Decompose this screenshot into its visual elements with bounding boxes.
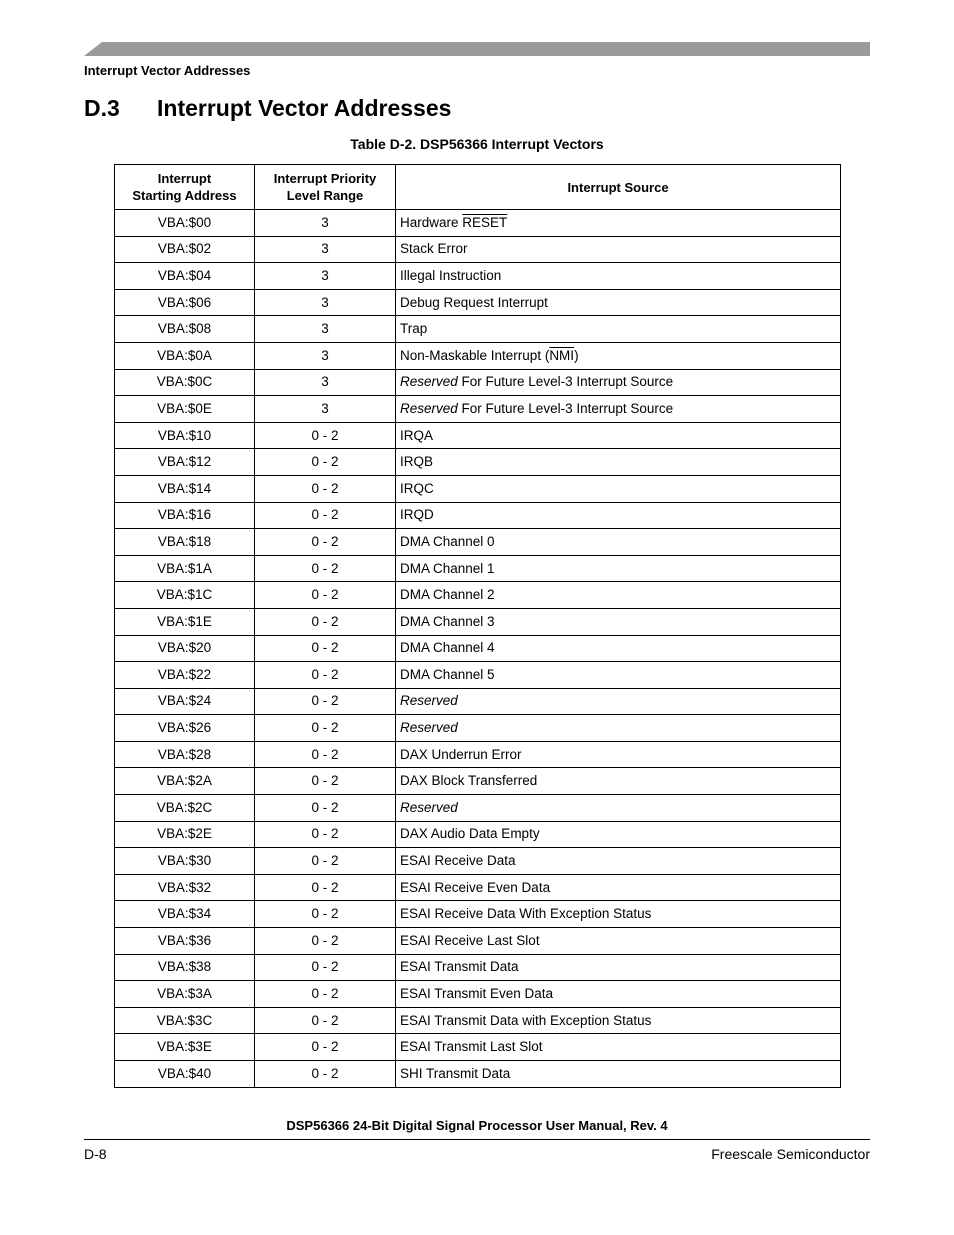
cell-priority: 0 - 2: [255, 981, 396, 1008]
source-text: DMA Channel 2: [400, 587, 495, 603]
cell-priority: 0 - 2: [255, 848, 396, 875]
cell-address: VBA:$12: [115, 449, 255, 476]
table-caption: Table D-2. DSP56366 Interrupt Vectors: [350, 136, 604, 152]
cell-priority: 0 - 2: [255, 502, 396, 529]
source-overline-signal: $\overline{NMI}$: [549, 347, 575, 363]
cell-address: VBA:$20: [115, 635, 255, 662]
cell-source: [396, 369, 841, 396]
cell-priority: 0 - 2: [255, 741, 396, 768]
section-title: Interrupt Vector Addresses: [157, 95, 452, 121]
table-row: [115, 715, 841, 742]
source-text: Debug Request Interrupt: [400, 294, 548, 310]
table-row: [115, 768, 841, 795]
cell-source: [396, 874, 841, 901]
source-text: IRQB: [400, 454, 434, 470]
cell-source: [396, 688, 841, 715]
table-row: [115, 1007, 841, 1034]
source-italic-text: Reserved: [400, 693, 458, 709]
cell-source: [396, 396, 841, 423]
cell-source: [396, 662, 841, 689]
table-row: [115, 342, 841, 369]
table-row: [115, 928, 841, 955]
cell-priority: 3: [255, 263, 396, 290]
section-heading: [84, 95, 451, 122]
cell-priority: 0 - 2: [255, 901, 396, 928]
cell-address: VBA:$38: [115, 954, 255, 981]
source-text: DMA Channel 3: [400, 613, 495, 629]
source-text: For Future Level-3 Interrupt Source: [457, 374, 674, 390]
cell-priority: 3: [255, 342, 396, 369]
cell-address: VBA:$24: [115, 688, 255, 715]
cell-priority: 0 - 2: [255, 529, 396, 556]
cell-source: [396, 529, 841, 556]
cell-source: [396, 342, 841, 369]
table-row: [115, 555, 841, 582]
cell-source: [396, 741, 841, 768]
cell-priority: 3: [255, 316, 396, 343]
source-text: SHI Transmit Data: [400, 1065, 511, 1081]
column-header-address: [115, 165, 255, 210]
table-row: [115, 688, 841, 715]
page-number: D-8: [84, 1146, 107, 1162]
table-row: [115, 422, 841, 449]
cell-source: [396, 981, 841, 1008]
cell-source: [396, 1034, 841, 1061]
cell-address: VBA:$02: [115, 236, 255, 263]
cell-priority: 0 - 2: [255, 582, 396, 609]
cell-address: VBA:$2E: [115, 821, 255, 848]
table-row: [115, 263, 841, 290]
cell-source: [396, 821, 841, 848]
interrupt-vector-table: [114, 164, 841, 1088]
cell-source: [396, 954, 841, 981]
source-text: ESAI Transmit Data with Exception Status: [400, 1012, 652, 1028]
cell-source: [396, 1007, 841, 1034]
cell-address: VBA:$32: [115, 874, 255, 901]
table-row: [115, 1061, 841, 1088]
cell-address: VBA:$08: [115, 316, 255, 343]
table-row: [115, 369, 841, 396]
table-row: [115, 901, 841, 928]
cell-source: [396, 928, 841, 955]
company-name: Freescale Semiconductor: [711, 1146, 870, 1162]
source-text: ESAI Transmit Last Slot: [400, 1039, 543, 1055]
source-text: ESAI Transmit Even Data: [400, 986, 554, 1002]
cell-priority: 0 - 2: [255, 1007, 396, 1034]
cell-priority: 0 - 2: [255, 821, 396, 848]
table-row: [115, 821, 841, 848]
cell-address: VBA:$22: [115, 662, 255, 689]
cell-priority: 0 - 2: [255, 928, 396, 955]
cell-address: VBA:$2C: [115, 795, 255, 822]
table-row: [115, 475, 841, 502]
cell-address: VBA:$30: [115, 848, 255, 875]
cell-source: [396, 555, 841, 582]
cell-address: VBA:$06: [115, 289, 255, 316]
cell-source: [396, 236, 841, 263]
column-header-priority-line1: Interrupt Priority: [273, 171, 377, 186]
cell-priority: 0 - 2: [255, 422, 396, 449]
cell-source: [396, 901, 841, 928]
cell-source: [396, 608, 841, 635]
cell-address: VBA:$04: [115, 263, 255, 290]
cell-address: VBA:$26: [115, 715, 255, 742]
source-italic-text: Reserved: [400, 400, 458, 416]
source-text: ESAI Receive Last Slot: [400, 932, 540, 948]
table-row: [115, 954, 841, 981]
cell-priority: 0 - 2: [255, 608, 396, 635]
table-row: [115, 662, 841, 689]
cell-priority: 3: [255, 236, 396, 263]
cell-priority: 0 - 2: [255, 1061, 396, 1088]
cell-address: VBA:$0C: [115, 369, 255, 396]
table-row: [115, 316, 841, 343]
cell-address: VBA:$3C: [115, 1007, 255, 1034]
cell-priority: 0 - 2: [255, 662, 396, 689]
cell-priority: 0 - 2: [255, 715, 396, 742]
cell-address: VBA:$3E: [115, 1034, 255, 1061]
cell-address: VBA:$1E: [115, 608, 255, 635]
cell-priority: 3: [255, 210, 396, 237]
column-header-priority: [255, 165, 396, 210]
table-row: [115, 608, 841, 635]
table-row: [115, 396, 841, 423]
cell-address: VBA:$18: [115, 529, 255, 556]
section-number: D.3: [84, 95, 120, 121]
source-text: DMA Channel 0: [400, 533, 495, 549]
cell-priority: 0 - 2: [255, 768, 396, 795]
source-text: DMA Channel 1: [400, 560, 495, 576]
cell-priority: 0 - 2: [255, 874, 396, 901]
cell-source: [396, 263, 841, 290]
source-text: DMA Channel 4: [400, 640, 495, 656]
source-text: ESAI Receive Even Data: [400, 879, 551, 895]
cell-source: [396, 1061, 841, 1088]
cell-address: VBA:$28: [115, 741, 255, 768]
footer-title: DSP56366 24-Bit Digital Signal Processor User Manual, Rev. 4: [286, 1118, 668, 1133]
table-row: [115, 874, 841, 901]
cell-priority: 3: [255, 369, 396, 396]
table-row: [115, 210, 841, 237]
cell-source: [396, 502, 841, 529]
table-row: [115, 289, 841, 316]
cell-priority: 0 - 2: [255, 795, 396, 822]
cell-priority: 0 - 2: [255, 954, 396, 981]
cell-priority: 0 - 2: [255, 688, 396, 715]
source-text: Stack Error: [400, 241, 468, 257]
table-row: [115, 449, 841, 476]
source-text: For Future Level-3 Interrupt Source: [457, 400, 674, 416]
cell-priority: 0 - 2: [255, 449, 396, 476]
column-header-source: Interrupt Source: [396, 165, 841, 210]
table-row: [115, 848, 841, 875]
cell-priority: 0 - 2: [255, 635, 396, 662]
table-row: [115, 741, 841, 768]
cell-source: [396, 582, 841, 609]
table-row: [115, 1034, 841, 1061]
cell-address: VBA:$14: [115, 475, 255, 502]
cell-source: [396, 768, 841, 795]
source-suffix: ): [574, 347, 579, 363]
column-header-address-line2: Starting Address: [132, 188, 237, 203]
source-text: Hardware: [400, 214, 463, 230]
column-header-address-line1: Interrupt: [157, 171, 212, 186]
source-text: Non-Maskable Interrupt (: [400, 347, 550, 363]
source-text: Illegal Instruction: [400, 267, 502, 283]
table-row: [115, 529, 841, 556]
source-overline-signal: RESET: [462, 214, 508, 230]
source-text: ESAI Receive Data: [400, 853, 516, 869]
cell-source: [396, 422, 841, 449]
cell-source: [396, 210, 841, 237]
cell-address: VBA:$10: [115, 422, 255, 449]
cell-priority: 0 - 2: [255, 1034, 396, 1061]
table-row: [115, 582, 841, 609]
source-italic-text: Reserved: [400, 374, 458, 390]
column-header-priority-line2: Level Range: [286, 188, 364, 203]
cell-source: [396, 449, 841, 476]
cell-priority: 3: [255, 396, 396, 423]
table-row: [115, 635, 841, 662]
cell-source: [396, 848, 841, 875]
running-head: Interrupt Vector Addresses: [84, 63, 251, 78]
cell-priority: 0 - 2: [255, 555, 396, 582]
cell-address: VBA:$00: [115, 210, 255, 237]
table-header-row: [115, 165, 841, 210]
cell-source: [396, 715, 841, 742]
table-row: [115, 236, 841, 263]
source-text: ESAI Receive Data With Exception Status: [400, 906, 652, 922]
cell-address: VBA:$3A: [115, 981, 255, 1008]
source-text: DAX Block Transferred: [400, 773, 538, 789]
table-row: [115, 795, 841, 822]
source-text: DMA Channel 5: [400, 666, 495, 682]
cell-source: [396, 795, 841, 822]
cell-address: VBA:$40: [115, 1061, 255, 1088]
source-text: DAX Underrun Error: [400, 746, 522, 762]
cell-address: VBA:$16: [115, 502, 255, 529]
source-text: IRQD: [400, 507, 434, 523]
cell-source: [396, 316, 841, 343]
cell-address: VBA:$1C: [115, 582, 255, 609]
cell-address: VBA:$1A: [115, 555, 255, 582]
source-italic-text: Reserved: [400, 720, 458, 736]
cell-source: [396, 635, 841, 662]
source-text: IRQA: [400, 427, 434, 443]
source-text: ESAI Transmit Data: [400, 959, 519, 975]
cell-source: [396, 475, 841, 502]
cell-priority: 3: [255, 289, 396, 316]
table-row: [115, 502, 841, 529]
source-text: Trap: [400, 321, 428, 337]
footer-rule: [84, 1139, 870, 1140]
header-bar: [84, 42, 870, 56]
cell-priority: 0 - 2: [255, 475, 396, 502]
cell-address: VBA:$0E: [115, 396, 255, 423]
cell-source: [396, 289, 841, 316]
source-text: DAX Audio Data Empty: [400, 826, 540, 842]
table-row: [115, 981, 841, 1008]
source-italic-text: Reserved: [400, 799, 458, 815]
source-text: IRQC: [400, 480, 434, 496]
cell-address: VBA:$0A: [115, 342, 255, 369]
cell-address: VBA:$2A: [115, 768, 255, 795]
cell-address: VBA:$36: [115, 928, 255, 955]
cell-address: VBA:$34: [115, 901, 255, 928]
